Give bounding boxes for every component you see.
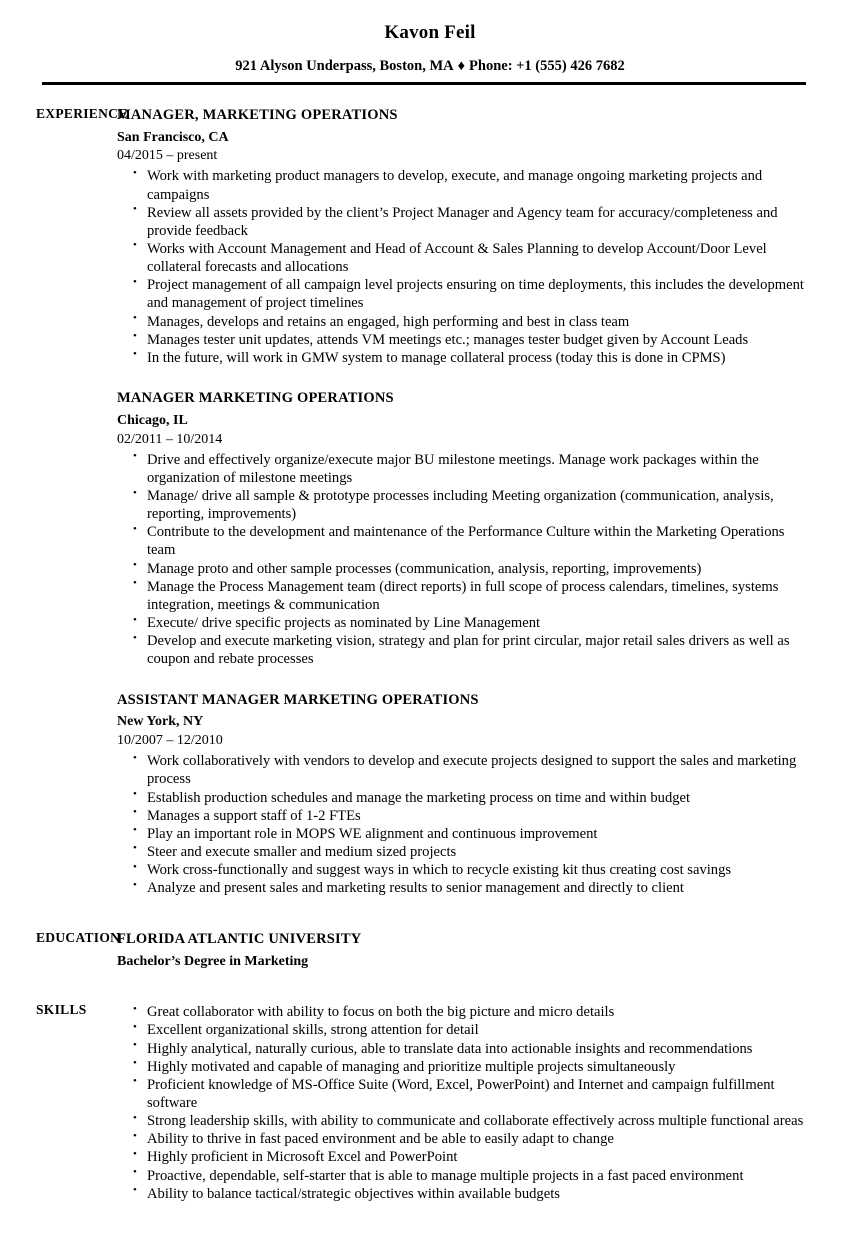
bullet-item: • Manage/ drive all sample & prototype processes including Meeting organization (communication, analysis, reporting, improvements) (117, 487, 810, 523)
job-entry (117, 691, 810, 898)
bullet-item: • Strong leadership skills, with ability to communicate and collaborate effectively across multiple functional areas (117, 1112, 810, 1130)
job-bullet-list (117, 167, 810, 367)
contact-phone: Phone: +1 (555) 426 7682 (469, 57, 625, 74)
education-section (0, 930, 860, 972)
experience-section (0, 106, 860, 898)
job-title: MANAGER MARKETING OPERATIONS (117, 390, 394, 407)
experience-body (117, 106, 860, 898)
job-bullet-list (117, 451, 810, 669)
job-bullet-list (117, 752, 810, 897)
job-entry (117, 389, 810, 669)
bullet-item: • Drive and effectively organize/execute major BU milestone meetings. Manage work packages within the organization of milestone meetings (117, 451, 810, 487)
bullet-item: • Develop and execute marketing vision, strategy and plan for print circular, major retail sales drivers as well as coupon and rebate processes (117, 632, 810, 668)
job-location: Chicago, IL (117, 412, 188, 428)
job-title: ASSISTANT MANAGER MARKETING OPERATIONS (117, 691, 479, 708)
bullet-item: • Manage the Process Management team (direct reports) in full scope of process calendars, timelines, systems integration, meetings & communication (117, 578, 810, 614)
bullet-item: • Review all assets provided by the client’s Project Manager and Agency team for accuracy/completeness and provide feedback (117, 204, 810, 240)
job-title: MANAGER, MARKETING OPERATIONS (117, 106, 398, 123)
bullet-item: • Contribute to the development and maintenance of the Performance Culture within the Marketing Operations team (117, 523, 810, 559)
bullet-item: • Works with Account Management and Head of Account & Sales Planning to develop Account/Door Level collateral forecasts and allocations (117, 240, 810, 276)
bullet-item: • Proficient knowledge of MS-Office Suite (Word, Excel, PowerPoint) and Internet and campaign fulfillment software (117, 1076, 810, 1112)
bullet-item: • Highly proficient in Microsoft Excel and PowerPoint (117, 1148, 810, 1166)
job-location: San Francisco, CA (117, 129, 229, 145)
skills-body (117, 1002, 860, 1203)
contact-address: 921 Alyson Underpass, Boston, MA (235, 57, 454, 74)
bullet-item: • Highly analytical, naturally curious, able to translate data into actionable insights and recommendations (117, 1040, 810, 1058)
job-location: New York, NY (117, 714, 204, 730)
education-school: FLORIDA ATLANTIC UNIVERSITY (117, 931, 362, 948)
job-dates: 10/2007 – 12/2010 (117, 733, 223, 749)
bullet-item: • Work cross-functionally and suggest ways in which to recycle existing kit thus creating cost savings (117, 861, 810, 879)
bullet-item: • Ability to balance tactical/strategic objectives within available budgets (117, 1185, 810, 1203)
bullet-item: • Execute/ drive specific projects as nominated by Line Management (117, 614, 810, 632)
section-label-education: EDUCATION (36, 930, 121, 946)
bullet-item: • In the future, will work in GMW system to manage collateral process (today this is done in CPMS) (117, 349, 810, 367)
skills-bullet-list (117, 1003, 810, 1203)
diamond-separator-icon: ♦ (457, 57, 466, 74)
bullet-item: • Manage proto and other sample processes (communication, analysis, reporting, improvements) (117, 560, 810, 578)
bullet-item: • Great collaborator with ability to focus on both the big picture and micro details (117, 1003, 810, 1021)
job-entry (117, 106, 810, 367)
bullet-item: • Establish production schedules and manage the marketing process on time and within budget (117, 789, 810, 807)
bullet-item: • Ability to thrive in fast paced environment and be able to easily adapt to change (117, 1130, 810, 1148)
bullet-item: • Manages a support staff of 1-2 FTEs (117, 807, 810, 825)
bullet-item: • Work collaboratively with vendors to develop and execute projects designed to support the sales and marketing process (117, 752, 810, 788)
bullet-item: • Proactive, dependable, self-starter that is able to manage multiple projects in a fast paced environment (117, 1167, 810, 1185)
section-label-experience: EXPERIENCE (36, 105, 128, 121)
bullet-item: • Manages, develops and retains an engaged, high performing and best in class team (117, 313, 810, 331)
education-body (117, 930, 860, 972)
header-divider (42, 82, 806, 85)
skills-section (0, 1002, 860, 1203)
bullet-item: • Highly motivated and capable of managing and prioritize multiple projects simultaneously (117, 1058, 810, 1076)
resume-header (0, 0, 860, 85)
bullet-item: • Manages tester unit updates, attends VM meetings etc.; manages tester budget given by Account Leads (117, 331, 810, 349)
candidate-name: Kavon Feil (384, 22, 476, 43)
contact-line (0, 58, 860, 75)
bullet-item: • Analyze and present sales and marketing results to senior management and directly to client (117, 879, 810, 897)
section-label-skills: SKILLS (36, 1002, 87, 1018)
job-dates: 04/2015 – present (117, 148, 218, 164)
job-dates: 02/2011 – 10/2014 (117, 431, 223, 447)
bullet-item: • Play an important role in MOPS WE alignment and continuous improvement (117, 825, 810, 843)
education-degree: Bachelor’s Degree in Marketing (117, 954, 309, 970)
bullet-item: • Work with marketing product managers to develop, execute, and manage ongoing marketing projects and campaigns (117, 167, 810, 203)
bullet-item: • Project management of all campaign level projects ensuring on time deployments, this includes the development and management of project timelines (117, 276, 810, 312)
bullet-item: • Excellent organizational skills, strong attention for detail (117, 1021, 810, 1039)
bullet-item: • Steer and execute smaller and medium sized projects (117, 843, 810, 861)
